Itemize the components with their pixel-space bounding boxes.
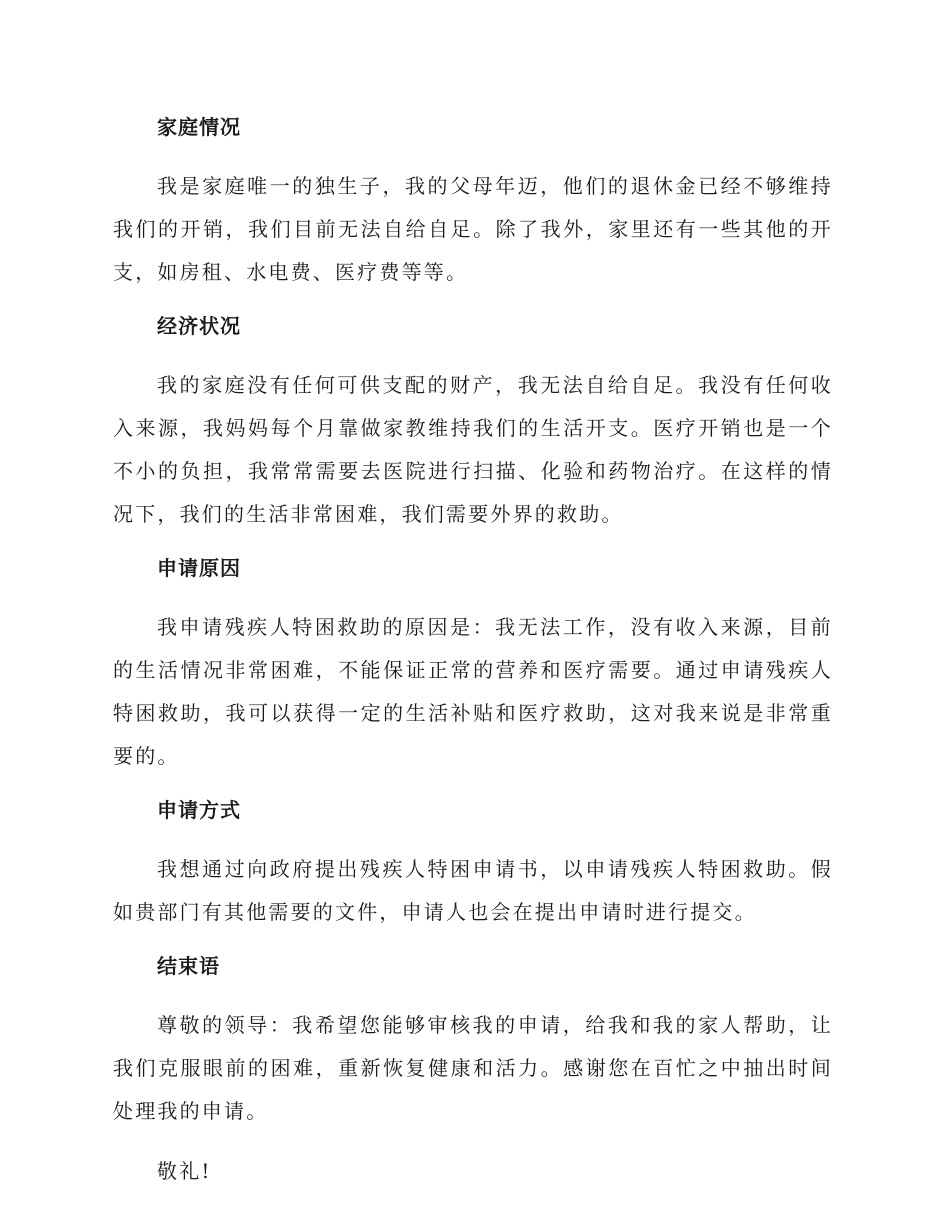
section-paragraph-reason: 我申请残疾人特困救助的原因是：我无法工作，没有收入来源，目前的生活情况非常困难，不能保证正常的营养和医疗需要。通过申请残疾人特困救助，我可以获得一定的生活补贴和医疗救助，这对我来说是非常重要的。: [113, 615, 833, 768]
section-paragraph-family: 我是家庭唯一的独生子，我的父母年迈，他们的退休金已经不够维持我们的开销，我们目前无法自给自足。除了我外，家里还有一些其他的开支，如房租、水电费、医疗费等等。: [113, 174, 833, 284]
section-paragraph-conclusion: 尊敬的领导：我希望您能够审核我的申请，给我和我的家人帮助，让我们克服眼前的困难，重新恢复健康和活力。感谢您在百忙之中抽出时间处理我的申请。: [113, 1013, 833, 1123]
section-paragraph-economy: 我的家庭没有任何可供支配的财产，我无法自给自足。我没有任何收入来源，我妈妈每个月靠做家教维持我们的生活开支。医疗开销也是一个不小的负担，我常常需要去医院进行扫描、化验和药物治疗。在这样的情况下，我们的生活非常困难，我们需要外界的救助。: [113, 373, 833, 526]
section-heading-reason: 申请原因: [157, 556, 241, 580]
section-heading-economy: 经济状况: [157, 314, 241, 338]
section-heading-conclusion: 结束语: [157, 954, 220, 978]
document-body: [113, 112, 833, 1193]
section-heading-method: 申请方式: [157, 798, 241, 822]
section-heading-family: 家庭情况: [157, 115, 241, 139]
closing-salutation: 敬礼!: [157, 1159, 212, 1183]
section-paragraph-method: 我想通过向政府提出残疾人特困申请书，以申请残疾人特困救助。假如贵部门有其他需要的文件，申请人也会在提出申请时进行提交。: [113, 857, 833, 924]
